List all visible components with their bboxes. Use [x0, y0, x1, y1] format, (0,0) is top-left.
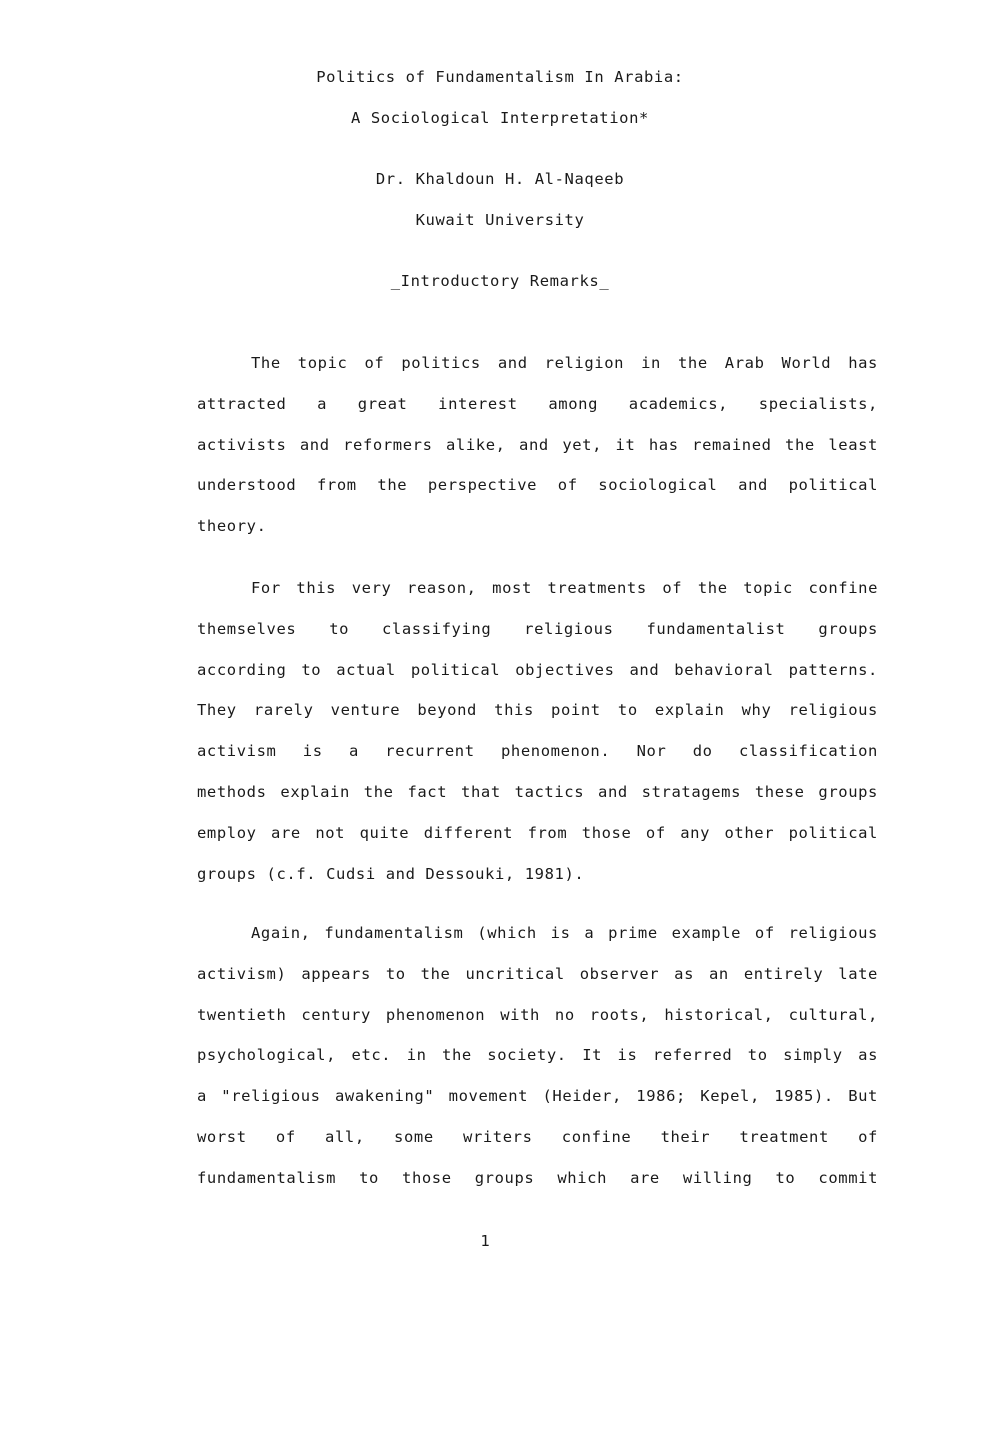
- paragraph-line: themselves to classifying religious fundamentalist groups: [197, 619, 878, 638]
- heading-underscore-right: _: [599, 272, 610, 290]
- paragraph-line: The topic of politics and religion in the Arab World has: [251, 354, 878, 372]
- title-line-1: Politics of Fundamentalism In Arabia:: [316, 68, 684, 86]
- paragraph-line: understood from the perspective of sociological and political: [197, 476, 878, 495]
- paragraph-line: For this very reason, most treatments of the topic confine: [251, 579, 878, 597]
- paragraph-line: a "religious awakening" movement (Heider, 1986; Kepel, 1985). But: [197, 1087, 878, 1106]
- paragraph-line: methods explain the fact that tactics and stratagems these groups: [197, 782, 878, 801]
- author-affiliation: Kuwait University: [415, 211, 585, 229]
- paragraph-line: activism) appears to the uncritical observer as an entirely late: [197, 964, 878, 983]
- heading-underscore-left: _: [390, 272, 401, 290]
- paragraph-line: They rarely venture beyond this point to explain why religious: [197, 701, 878, 720]
- section-heading-text: Introductory Remarks: [400, 272, 600, 290]
- paragraph-line: according to actual political objectives and behavioral patterns.: [197, 660, 878, 679]
- section-heading: [0, 272, 1000, 290]
- paragraph-line: psychological, etc. in the society. It is referred to simply as: [197, 1046, 878, 1065]
- paragraph-line: Again, fundamentalism (which is a prime example of religious: [251, 924, 878, 942]
- paragraph-3: [197, 913, 878, 1199]
- paragraph-line: employ are not quite different from those of any other political: [197, 823, 878, 842]
- paragraph-line: attracted a great interest among academics, specialists,: [197, 394, 878, 413]
- paragraph-line: fundamentalism to those groups which are willing to commit: [197, 1168, 878, 1187]
- paragraph-line: twentieth century phenomenon with no roots, historical, cultural,: [197, 1005, 878, 1024]
- paragraph-1: [197, 343, 878, 547]
- author-name: Dr. Khaldoun H. Al-Naqeeb: [375, 170, 625, 188]
- paragraph-line: activists and reformers alike, and yet, it has remained the least: [197, 435, 878, 454]
- paragraph-line: theory.: [197, 517, 267, 536]
- paragraph-line: groups (c.f. Cudsi and Dessouki, 1981).: [197, 864, 585, 883]
- paragraph-line: activism is a recurrent phenomenon. Nor do classification: [197, 742, 878, 761]
- title-line-2: A Sociological Interpretation*: [351, 109, 649, 127]
- paragraph-2: [197, 568, 878, 894]
- page-number: 1: [480, 1232, 490, 1250]
- paragraph-line: worst of all, some writers confine their treatment of: [197, 1127, 878, 1146]
